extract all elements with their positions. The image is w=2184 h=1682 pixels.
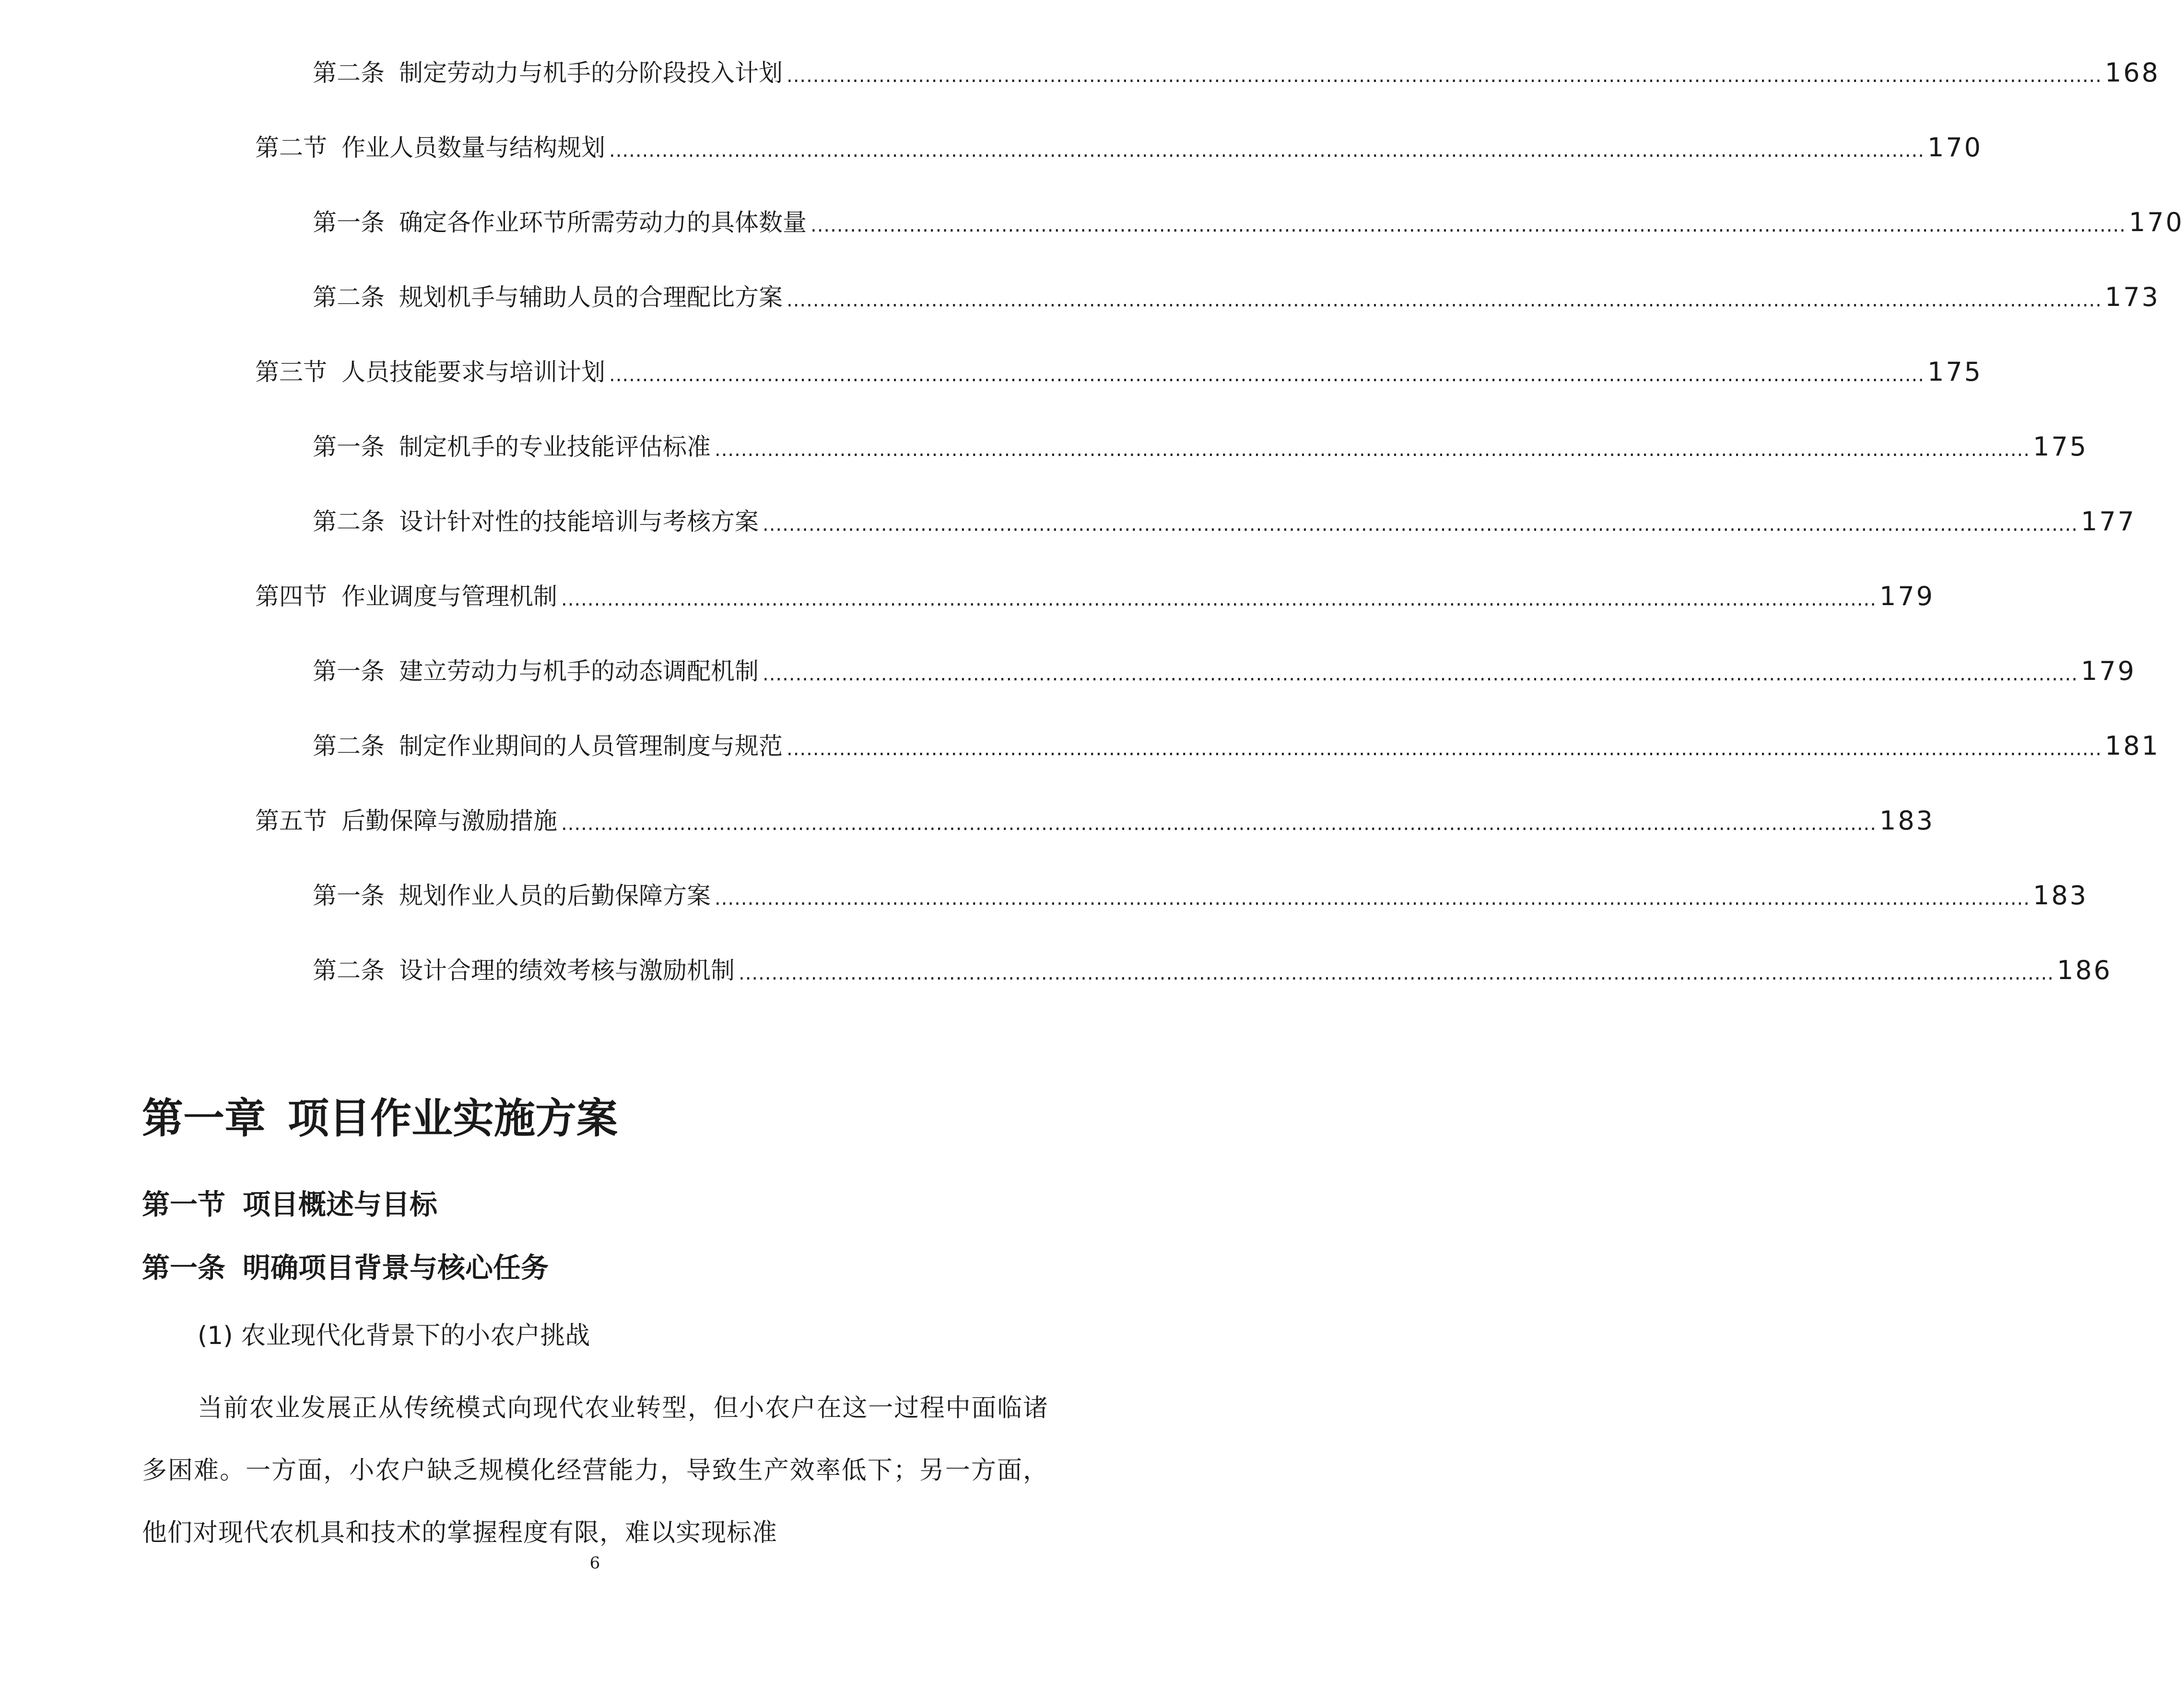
toc-entry-number: 第二条 xyxy=(313,732,385,760)
toc-entry[interactable] xyxy=(255,128,1983,167)
body-paragraph: 当前农业发展正从传统模式向现代农业转型，但小农户在这一过程中面临诸多困难。一方面，小农户缺乏规模化经营能力，导致生产效率低下；另一方面，他们对现代农机具和技术的掌握程度有限，难以实现标准 xyxy=(142,1394,1048,1547)
article-heading xyxy=(142,1249,549,1287)
toc-entry-number: 第一条 xyxy=(313,209,385,236)
toc-entry[interactable] xyxy=(313,502,2137,541)
section-number: 第一节 xyxy=(142,1188,226,1221)
toc-entry-title: 设计合理的绩效考核与激励机制 xyxy=(399,957,735,984)
toc-dot-leader: ........................................................................................................................................................................................................ xyxy=(763,663,2078,685)
toc-entry-page: 175 xyxy=(2032,432,2089,462)
toc-entry-page: 175 xyxy=(1927,357,1983,387)
toc-entry-title: 设计针对性的技能培训与考核方案 xyxy=(399,508,759,536)
section-title: 项目概述与目标 xyxy=(243,1188,438,1221)
toc-entry-title: 制定劳动力与机手的分阶段投入计划 xyxy=(399,59,783,87)
toc-entry-page: 173 xyxy=(2104,282,2161,312)
toc-entry[interactable] xyxy=(313,727,2161,765)
toc-entry-title: 制定机手的专业技能评估标准 xyxy=(399,433,711,461)
page-number: 6 xyxy=(589,1554,600,1573)
toc-entry[interactable] xyxy=(255,577,1935,616)
toc-entry-number: 第二条 xyxy=(313,957,385,984)
toc-entry-number: 第二条 xyxy=(313,59,385,87)
toc-dot-leader: ........................................................................................................................................................................................................ xyxy=(715,888,2030,910)
section-heading xyxy=(142,1185,437,1224)
toc-entry-number: 第一条 xyxy=(313,882,385,910)
chapter-title: 项目作业实施方案 xyxy=(288,1095,618,1143)
article-title: 明确项目背景与核心任务 xyxy=(243,1251,549,1284)
chapter-heading xyxy=(142,1092,618,1145)
article-number: 第一条 xyxy=(142,1251,226,1284)
toc-dot-leader: ........................................................................................................................................................................................................ xyxy=(787,738,2102,760)
toc-entry-page: 179 xyxy=(2080,656,2137,686)
toc-entry-title: 制定作业期间的人员管理制度与规范 xyxy=(399,732,783,760)
toc-entry[interactable] xyxy=(313,203,2184,242)
toc-dot-leader: ........................................................................................................................................................................................................ xyxy=(609,140,1925,162)
toc-entry-number: 第一条 xyxy=(313,657,385,685)
toc-entry-page: 179 xyxy=(1879,581,1935,611)
subitem-heading: (1) 农业现代化背景下的小农户挑战 xyxy=(198,1321,590,1350)
toc-entry-title: 建立劳动力与机手的动态调配机制 xyxy=(399,657,759,685)
toc-entry-title: 后勤保障与激励措施 xyxy=(341,807,557,835)
toc-entry-page: 186 xyxy=(2056,955,2113,985)
toc-dot-leader: ........................................................................................................................................................................................................ xyxy=(609,364,1925,386)
toc-entry-number: 第二节 xyxy=(255,134,327,162)
toc-entry-number: 第五节 xyxy=(255,807,327,835)
toc-entry-page: 168 xyxy=(2104,58,2161,88)
toc-entry-page: 170 xyxy=(2128,207,2184,237)
toc-entry[interactable] xyxy=(313,54,2161,92)
toc-dot-leader: ........................................................................................................................................................................................................ xyxy=(763,514,2078,536)
toc-entry[interactable] xyxy=(313,951,2113,990)
toc-entry-page: 170 xyxy=(1927,132,1983,163)
toc-entry-title: 规划机手与辅助人员的合理配比方案 xyxy=(399,283,783,311)
toc-dot-leader: ........................................................................................................................................................................................................ xyxy=(787,65,2102,87)
toc-entry[interactable] xyxy=(255,802,1935,840)
toc-entry-number: 第二条 xyxy=(313,508,385,536)
toc-entry-title: 规划作业人员的后勤保障方案 xyxy=(399,882,711,910)
toc-entry[interactable] xyxy=(255,353,1983,391)
toc-entry-page: 183 xyxy=(1879,806,1935,836)
toc-entry-number: 第二条 xyxy=(313,283,385,311)
toc-entry-page: 177 xyxy=(2080,506,2137,537)
toc-entry-title: 确定各作业环节所需劳动力的具体数量 xyxy=(399,209,807,236)
toc-entry-number: 第一条 xyxy=(313,433,385,461)
toc-entry[interactable] xyxy=(313,652,2137,690)
toc-dot-leader: ........................................................................................................................................................................................................ xyxy=(739,962,2054,984)
toc-entry-number: 第三节 xyxy=(255,358,327,386)
toc-dot-leader: ........................................................................................................................................................................................................ xyxy=(715,439,2030,461)
chapter-number: 第一章 xyxy=(142,1095,266,1143)
toc-entry-page: 181 xyxy=(2104,731,2161,761)
toc-dot-leader: ........................................................................................................................................................................................................ xyxy=(561,588,1877,610)
toc-entry-title: 人员技能要求与培训计划 xyxy=(341,358,605,386)
toc-entry-page: 183 xyxy=(2032,880,2089,911)
toc-entry-title: 作业人员数量与结构规划 xyxy=(341,134,605,162)
toc-entry[interactable] xyxy=(313,876,2089,915)
toc-entry[interactable] xyxy=(313,278,2161,316)
toc-entry[interactable] xyxy=(313,428,2089,466)
toc-entry-title: 作业调度与管理机制 xyxy=(341,583,557,610)
toc-dot-leader: ........................................................................................................................................................................................................ xyxy=(561,813,1877,835)
toc-dot-leader: ........................................................................................................................................................................................................ xyxy=(787,289,2102,311)
toc-dot-leader: ........................................................................................................................................................................................................ xyxy=(810,214,2126,236)
toc-entry-number: 第四节 xyxy=(255,583,327,610)
